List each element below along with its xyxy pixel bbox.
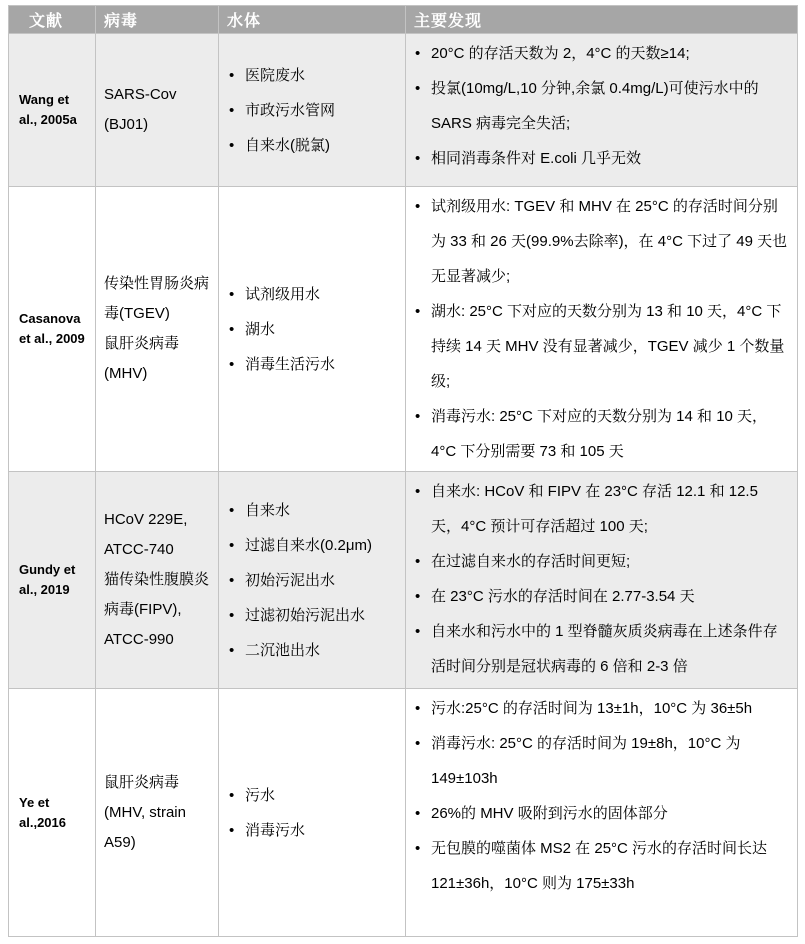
finding-item: • 自来水和污水中的 1 型脊髓灰质炎病毒在上述条件存活时间分别是冠状病毒的 6 倍和 2-3 倍	[414, 614, 791, 684]
water-list	[228, 58, 401, 163]
finding-item: • 试剂级用水: TGEV 和 MHV 在 25°C 的存活时间分别为 33 和 26 天(99.9%去除率)，在 4°C 下过了 49 天也无显著减少;	[414, 189, 791, 294]
finding-item: • 26%的 MHV 吸附到污水的固体部分	[414, 796, 791, 831]
water-cell	[219, 187, 406, 472]
column-header-reference: 文献	[9, 6, 96, 34]
virus-name: 鼠肝炎病毒(MHV)	[104, 335, 180, 382]
water-cell	[219, 689, 406, 937]
findings-cell	[406, 187, 798, 472]
virus-name: 鼠肝炎病毒 (MHV, strain A59)	[104, 773, 186, 851]
water-list	[228, 778, 401, 848]
findings-list	[414, 691, 791, 901]
water-item: • 消毒污水	[228, 813, 401, 848]
reference-cell: Casanova et al., 2009	[9, 187, 96, 472]
water-item: • 湖水	[228, 312, 401, 347]
water-item: • 过滤自来水(0.2μm)	[228, 528, 401, 563]
column-header-virus: 病毒	[96, 6, 219, 34]
finding-item: • 在过滤自来水的存活时间更短;	[414, 544, 791, 579]
finding-item: • 湖水: 25°C 下对应的天数分别为 13 和 10 天，4°C 下持续 14 天 MHV 没有显著减少，TGEV 减少 1 个数量级;	[414, 294, 791, 399]
table-row	[9, 472, 798, 689]
reference-cell: Ye et al.,2016	[9, 689, 96, 937]
table-row	[9, 187, 798, 472]
finding-item: • 无包膜的噬菌体 MS2 在 25°C 污水的存活时间长达 121±36h，10°C 则为 175±33h	[414, 831, 791, 901]
water-item: • 二沉池出水	[228, 633, 401, 668]
virus-name: HCoV 229E, ATCC-740	[104, 511, 188, 558]
virus-name: 猫传染性腹膜炎病毒(FIPV), ATCC-990	[104, 571, 210, 648]
table-row	[9, 34, 798, 187]
virus-name: SARS-Cov (BJ01)	[104, 86, 177, 133]
water-item: • 初始污泥出水	[228, 563, 401, 598]
water-item: • 过滤初始污泥出水	[228, 598, 401, 633]
virus-cell	[96, 187, 219, 472]
water-cell	[219, 34, 406, 187]
water-item: • 试剂级用水	[228, 277, 401, 312]
reference-cell: Gundy et al., 2019	[9, 472, 96, 689]
virus-name: 传染性胃肠炎病毒(TGEV)	[104, 275, 210, 322]
virus-cell	[96, 472, 219, 689]
findings-list	[414, 36, 791, 176]
finding-item: • 在 23°C 污水的存活时间在 2.77-3.54 天	[414, 579, 791, 614]
finding-item: • 自来水: HCoV 和 FIPV 在 23°C 存活 12.1 和 12.5 天，4°C 预计可存活超过 100 天;	[414, 474, 791, 544]
findings-list	[414, 474, 791, 684]
water-item: • 污水	[228, 778, 401, 813]
virus-cell	[96, 34, 219, 187]
finding-item: • 消毒污水: 25°C 的存活时间为 19±8h，10°C 为 149±103h	[414, 726, 791, 796]
reference-cell: Wang et al., 2005a	[9, 34, 96, 187]
column-header-findings: 主要发现	[406, 6, 798, 34]
water-item: • 自来水	[228, 493, 401, 528]
findings-cell	[406, 689, 798, 937]
water-list	[228, 493, 401, 668]
virus-cell	[96, 689, 219, 937]
finding-item: • 相同消毒条件对 E.coli 几乎无效	[414, 141, 791, 176]
header-row	[9, 6, 798, 34]
finding-item: • 消毒污水: 25°C 下对应的天数分别为 14 和 10 天，4°C 下分别需要 73 和 105 天	[414, 399, 791, 469]
column-header-water: 水体	[219, 6, 406, 34]
table-row	[9, 689, 798, 937]
water-item: • 自来水(脱氯)	[228, 128, 401, 163]
water-item: • 消毒生活污水	[228, 347, 401, 382]
finding-item: • 20°C 的存活天数为 2，4°C 的天数≥14;	[414, 36, 791, 71]
finding-item: • 投氯(10mg/L,10 分钟,余氯 0.4mg/L)可使污水中的 SARS 病毒完全失活;	[414, 71, 791, 141]
findings-cell	[406, 34, 798, 187]
virus-survival-table	[8, 5, 798, 937]
water-item: • 医院废水	[228, 58, 401, 93]
water-cell	[219, 472, 406, 689]
findings-list	[414, 189, 791, 469]
water-item: • 市政污水管网	[228, 93, 401, 128]
findings-cell	[406, 472, 798, 689]
water-list	[228, 277, 401, 382]
finding-item: • 污水:25°C 的存活时间为 13±1h，10°C 为 36±5h	[414, 691, 791, 726]
